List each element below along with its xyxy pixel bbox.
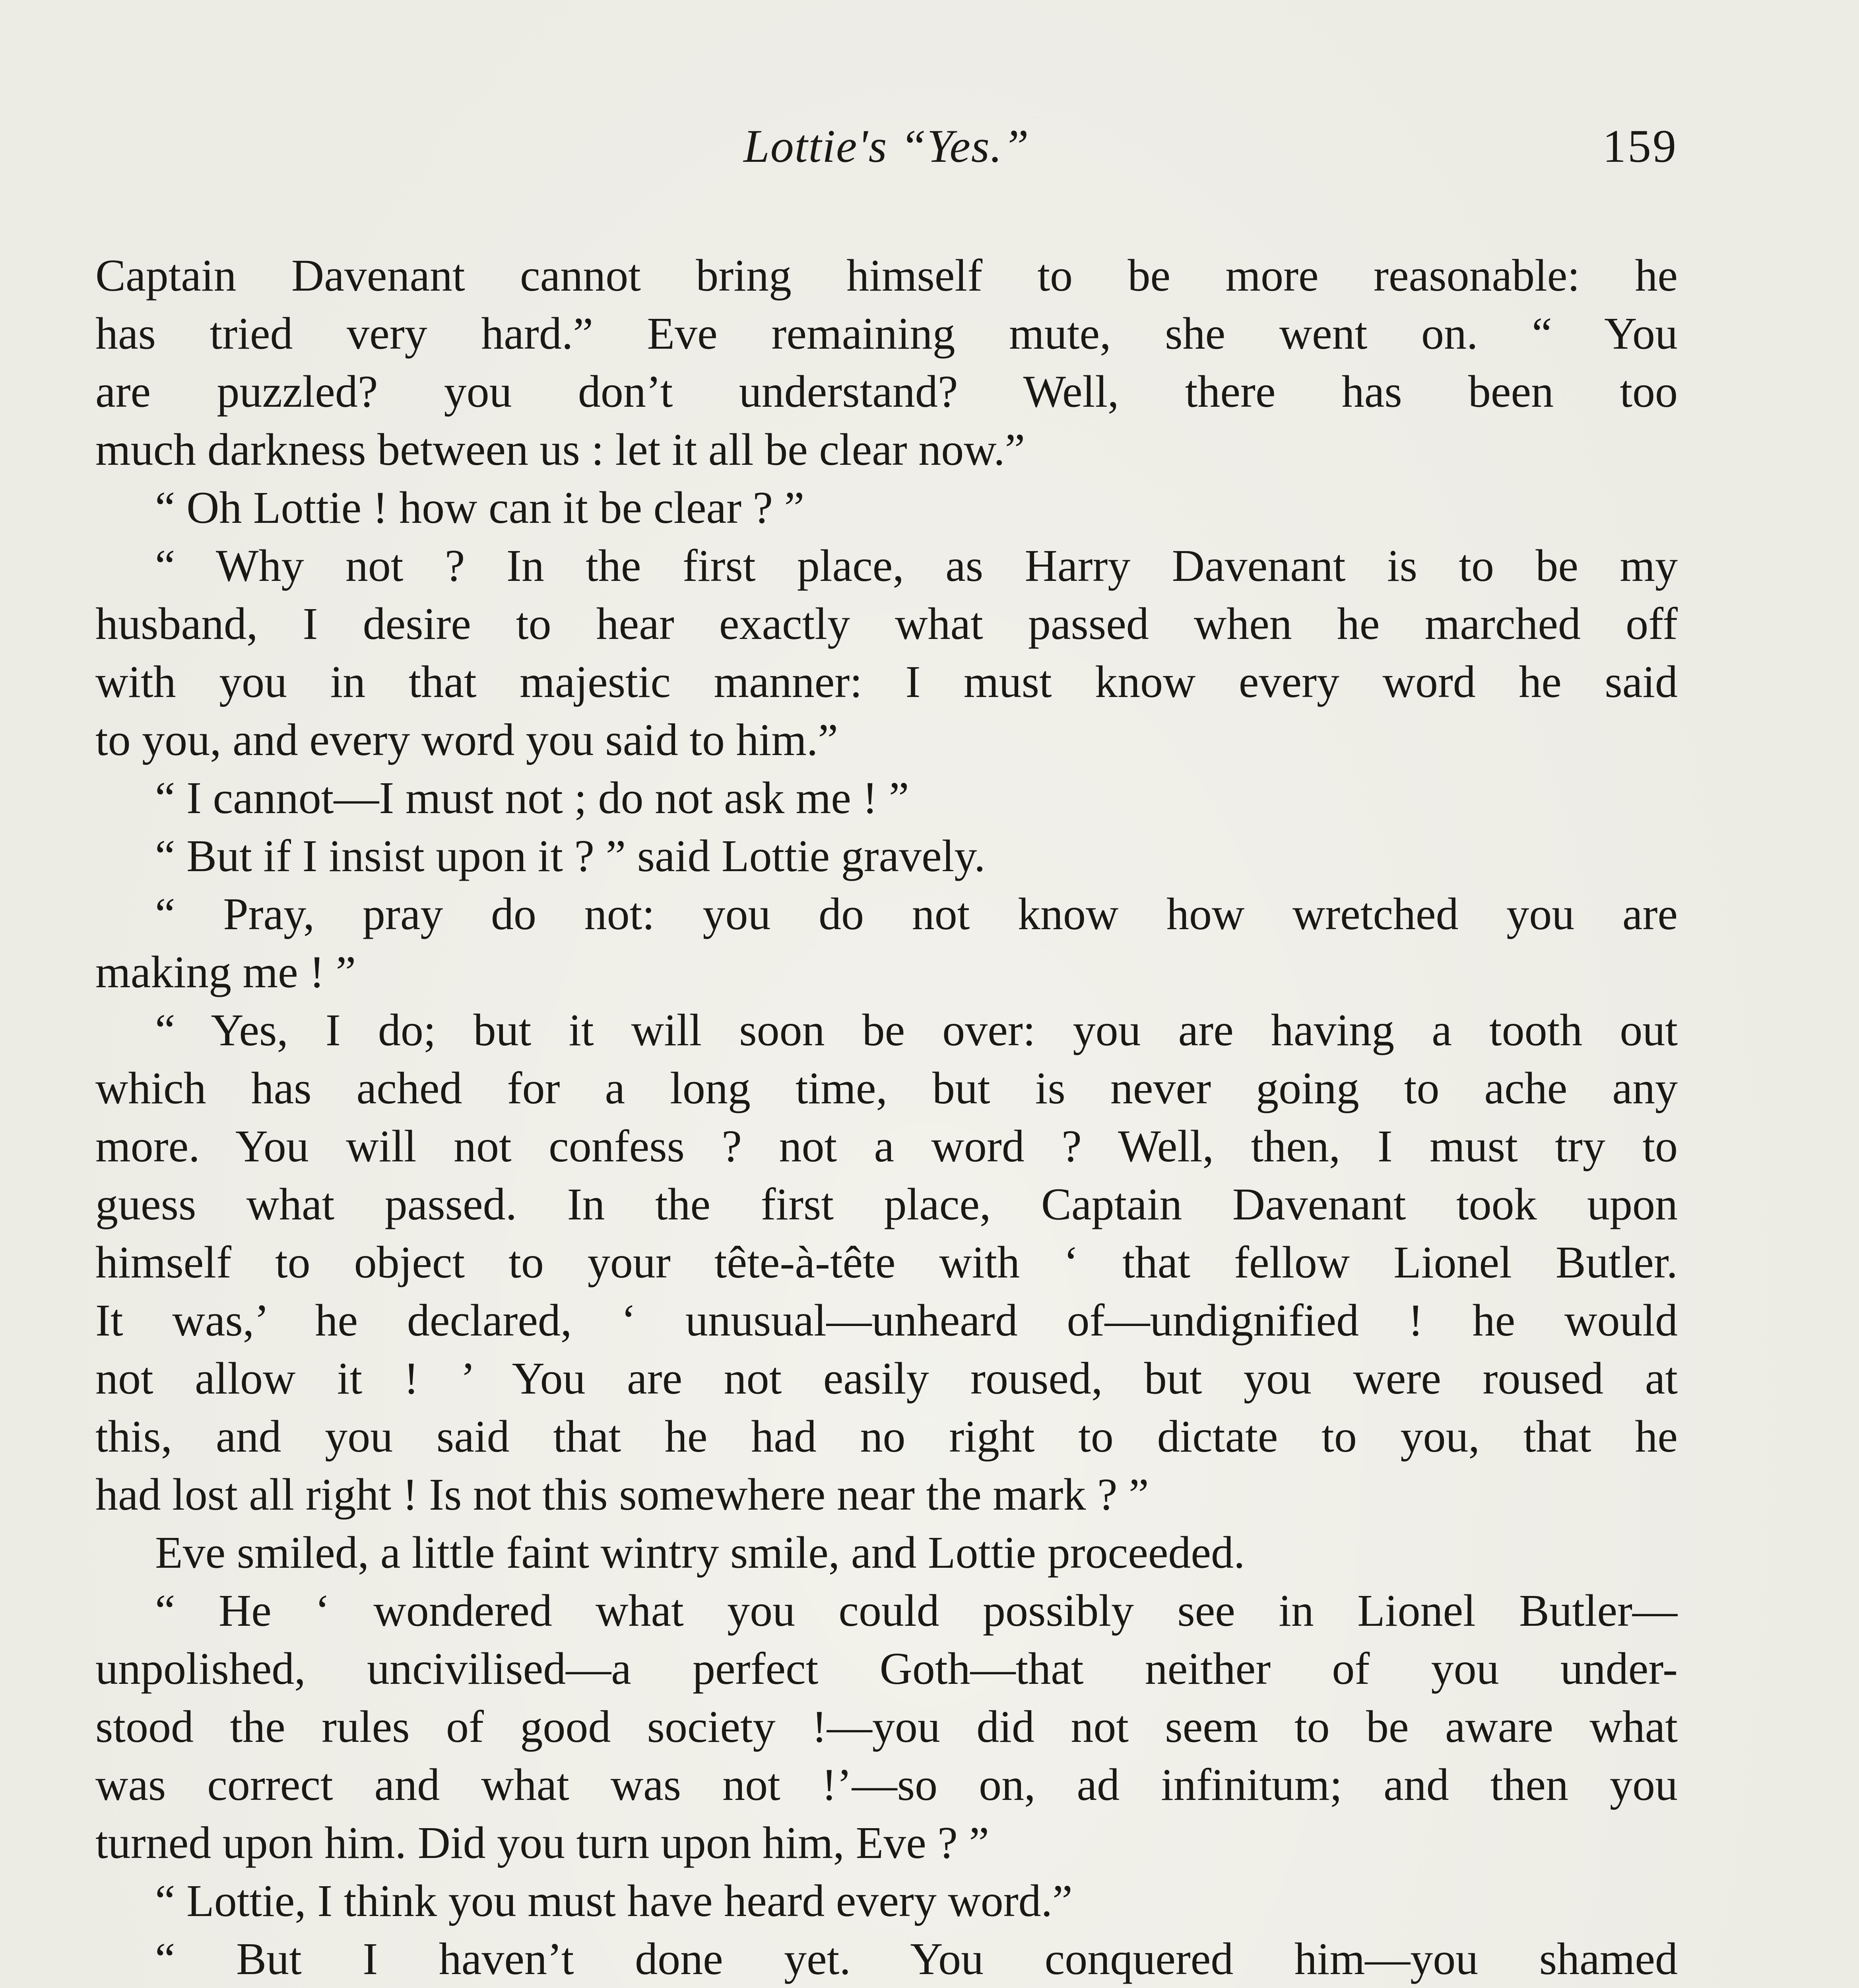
text-line: “ But I haven’t done yet. You conquered him—you shamed [155,1934,1678,1984]
running-title: Lottie's “Yes.” [743,120,1030,172]
text-line: “ I cannot—I must not ; do not ask me ! ” [155,773,909,823]
text-line: Eve smiled, a little faint wintry smile, and Lottie proceeded. [155,1527,1245,1578]
text-line: was correct and what was not !’—so on, ad infinitum; and then you [95,1759,1678,1810]
text-line: “ He ‘ wondered what you could possibly see in Lionel Butler— [155,1585,1678,1636]
body-text [95,247,1678,1988]
text-line: Captain Davenant cannot bring himself to be more reasonable: he [95,250,1678,301]
text-line: not allow it ! ’ You are not easily roused, but you were roused at [95,1353,1678,1404]
text-line: unpolished, uncivilised—a perfect Goth—that neither of you under- [95,1643,1678,1694]
text-line: much darkness between us : let it all be clear now.” [95,424,1025,475]
text-line: more. You will not confess ? not a word ? Well, then, I must try to [95,1121,1678,1171]
text-line: guess what passed. In the first place, Captain Davenant took upon [95,1179,1678,1229]
text-line: himself to object to your tête-à-tête with ‘ that fellow Lionel Butler. [95,1237,1678,1287]
text-line: It was,’ he declared, ‘ unusual—unheard of—undignified ! he would [95,1295,1678,1345]
text-line: “ Why not ? In the first place, as Harry Davenant is to be my [155,540,1678,591]
text-line: which has ached for a long time, but is never going to ache any [95,1063,1678,1113]
text-line: stood the rules of good society !—you did not seem to be aware what [95,1701,1678,1752]
text-line: “ Oh Lottie ! how can it be clear ? ” [155,482,805,533]
text-line: turned upon him. Did you turn upon him, Eve ? ” [95,1817,989,1868]
text-line: to you, and every word you said to him.” [95,714,838,765]
text-line: “ Lottie, I think you must have heard every word.” [155,1875,1073,1926]
page-header [95,119,1678,183]
page-number: 159 [1603,120,1678,172]
text-line: husband, I desire to hear exactly what passed when he marched off [95,598,1678,649]
text-line: “ Yes, I do; but it will soon be over: you are having a tooth out [155,1005,1678,1055]
text-line: this, and you said that he had no right to dictate to you, that he [95,1411,1678,1462]
text-line: “ Pray, pray do not: you do not know how wretched you are [155,889,1678,939]
text-line: with you in that majestic manner: I must know every word he said [95,656,1678,707]
text-line: “ But if I insist upon it ? ” said Lottie gravely. [155,831,986,881]
text-line: has tried very hard.” Eve remaining mute, she went on. “ You [95,308,1678,359]
text-line: are puzzled? you don’t understand? Well, there has been too [95,366,1678,417]
text-line: had lost all right ! Is not this somewhere near the mark ? ” [95,1469,1149,1520]
text-line: making me ! ” [95,947,356,997]
